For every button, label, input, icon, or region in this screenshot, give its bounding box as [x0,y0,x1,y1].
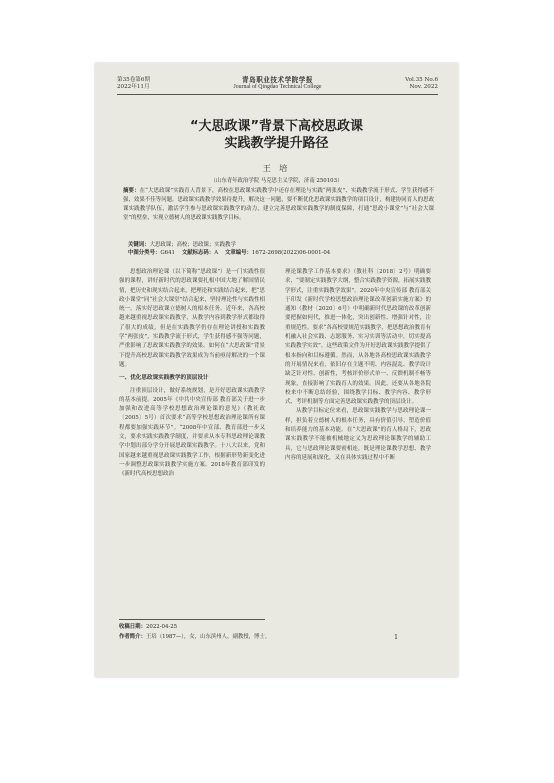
keywords-line [128,241,434,249]
issue-date: 2022年11月 [117,84,150,90]
volume-info [405,77,438,91]
author-name: 王 培 [262,164,291,173]
volume-date: Nov. 2022 [409,84,438,90]
author-affiliation: （山东青年政治学院 马克思主义学院，济南 250103） [210,178,343,184]
footnote-received [119,623,279,632]
section1-paragraph-2: 从教学目标定位来看，思政课实践教学与思政理论课一样，担负着立德树人的根本任务，具有价值引导、塑造价值和培养能力的基本功能。在“大思政课”的育人格局下，思政课实践教学不能被机械地定义为思政理论课教学的辅助工具，它与思政理论课要密相连，既是理论课教学思想、教学内容的延展和深化，又在具体实践过程中不断 [285,408,431,461]
keywords-block [128,241,434,257]
running-header [117,77,438,99]
header-rule [117,94,438,95]
abstract-label: 摘要： [123,188,140,194]
doc-code-value: A [214,250,219,256]
issue-number: 第35卷第6期 [117,77,151,83]
volume-number: Vol.35 No.6 [405,77,438,83]
clc-label: 中图分类号： [128,250,161,256]
bio-label: 作者简介： [119,634,146,640]
received-date: 2022-04-25 [145,624,178,630]
journal-name-cn: 青岛职业技术学院学报 [242,76,313,84]
abstract [123,187,434,223]
clc-value: G641 [160,250,175,256]
title-line-2: 实践教学提升路径 [224,136,329,151]
body-column-right [285,268,431,463]
intro-paragraph: 思想政治理论课（以下简称“思政课”）是一门实践性很强的课程，讲好新时代的思政课要扎根中国大地了解国情民情，把历史和现实结合起来，把理论和实践结合起来，把“思政小课堂”同“社会大课堂”结合起来，坚持理论性与实践性相统一。落实好思政课立德树人的根本任务。近年来，各高校越来越重视思政课实践教学，从教学内容到教学形式都取得了很大的成绩，但是在实践教学仍存在理论讲授和实践教学“两张皮”，实践教学流于形式，学生获得感不强等问题，严重影响了思政课实践教学的效果。如何在“大思政课”背景下提升高校思政课实践教学效果成为当前亟待解决的一个课题。 [119,269,265,368]
section1-paragraph-1-cont: 理论课教学工作基本要求》（教社科〔2018〕2号）明确要求，“要制定实践教学大纲，整合实践教学资源，拓展实践教学形式，注重实践教学效果”。2020年中央宣传部 教育部关于印发《新时代学校思想政治理论课改革创新实施方案》的通知（教材〔2020〕6号）中明确新时代思政课的改革创新要把握如何代，推进一体化，突出创新性、增强针对性，注重规范性。要求“各高校要规范实践教学，把思想政治教育有机融入社会实践、志愿服务、实习实训等活动中，切实提高实践教学实效”。这些政策文件为开好思政课实践教学提供了根本指向和目标遵循。然而，从各地各高校思政课实践教学的开展情况来看，依旧存在主题不明、内容混乱、教学设计缺乏针对性、创新性，考核评价形式单一、反馈机制不畅等现象，直接影响了实践育人的效果。因此，还要从各地各院校来中不断总结经验，围绕教学目标、教学内容、教学形式、考评机制等方面完善思政课实践教学的顶层设计。 [285,269,431,406]
article-no-label: 文章编号： [224,250,252,256]
article-title [95,118,458,152]
body-column-left [119,268,265,480]
keywords-label: 关键词： [128,242,150,248]
journal-name-en: Journal of Qingdao Technical College [233,84,322,90]
doc-code-label: 文献标志码： [181,250,215,256]
keywords-text: 大思政课；高校；思政课；实践教学 [149,242,236,248]
footnote-rule [119,619,265,620]
abstract-text: 在“大思政课”实践育人背景下，高校在思政课实践教学中还存在理论与实践“两张皮”、实践教学流于形式、学生获得感不强、效果不佳等问题。思政课实践教学效果待提升，解决这一问题，要不断优化思政课实践教学的项目设计，构建协同育人的思政课实践教学队伍，激活学生参与思政课实践教学的动力，建立完善思政课实践教学的制度保障，打通“思政小课堂”与“社会大课堂”的壁垒，实现立德树人的思政课实践教学目标。 [123,188,434,221]
page-number: 1 [394,634,398,641]
article-no-value: 1672-2698(2022)06-0001-04 [251,250,331,256]
title-line-1: “大思政课”背景下高校思政课 [189,119,364,134]
received-label: 收稿日期： [119,624,146,630]
bio-text: 王培（1987—），女，山东滨州人，副教授，博士。 [145,634,271,640]
classification-line [128,249,434,257]
journal-name [117,77,438,91]
footnote-author-bio [119,633,279,642]
section1-paragraph-1: 注重顶层设计，做好系统规划，是开好思政课实践教学的基本前提。2005年《中共中央宣传部 教育部关于进一步加强和改进高等学校思想政治理论课的意见》（教社政〔2005〕5号）首次要求“高等学校思想政治理论课所有课程都要加强实践环节”。“2008年中宣部、教育部进一步又文，要求实践实践教学制度，并要求从本专科思政理论课教学中划出部分学分开展思政课实践教学。十八大以来，党和国家越来越重视思政课实践教学工作，根据新形势新变化进一步调整思政课实践教学实施方案。2018年教育部印发的《新时代高校思想政治 [119,387,265,478]
journal-page [95,63,458,677]
section-heading-1: 一、优化思政课实践教学的顶层设计 [119,375,209,382]
